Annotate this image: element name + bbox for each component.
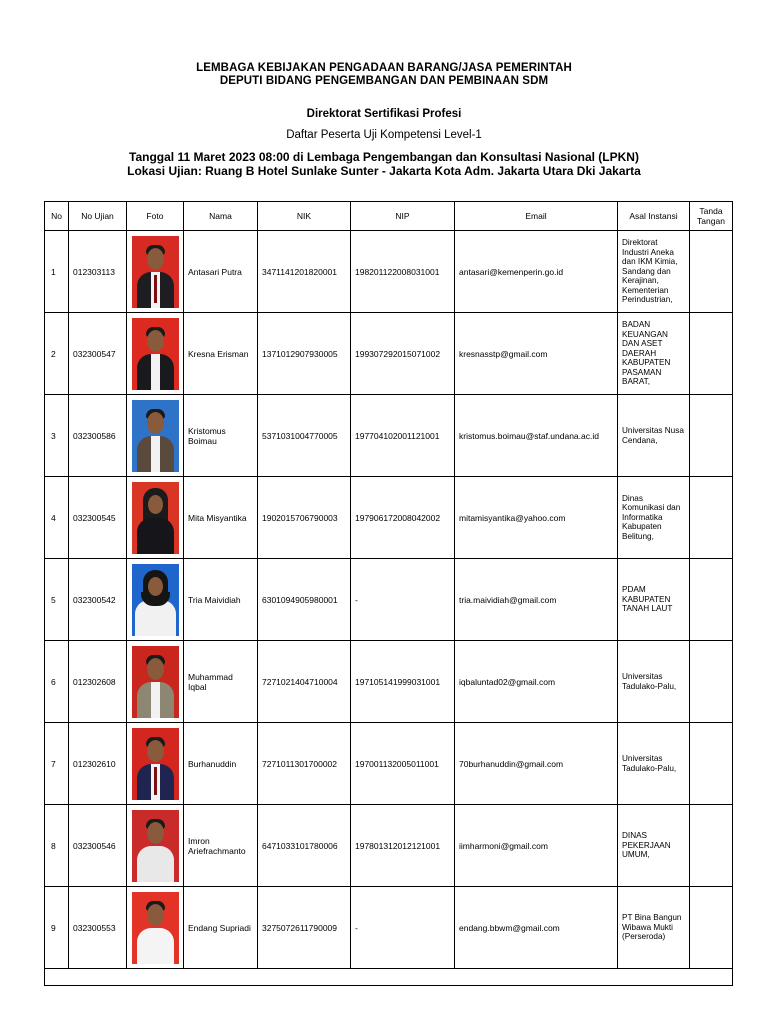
- cell-asal-instansi: DINAS PEKERJAAN UMUM,: [618, 805, 690, 887]
- participant-photo: [132, 646, 179, 718]
- participant-photo: [132, 728, 179, 800]
- cell-foto: [127, 723, 184, 805]
- table-row: [45, 395, 733, 477]
- cell-no-ujian: 012302610: [69, 723, 127, 805]
- table-row: [45, 559, 733, 641]
- col-header-tanda-tangan: [690, 202, 733, 231]
- cell-nama: Kresna Erisman: [184, 313, 258, 395]
- cell-email: mitamisyantika@yahoo.com: [455, 477, 618, 559]
- cell-no: 5: [45, 559, 69, 641]
- table-row: [45, 477, 733, 559]
- cell-no-ujian: 032300546: [69, 805, 127, 887]
- cell-nik: 5371031004770005: [258, 395, 351, 477]
- exam-location-line: Lokasi Ujian: Ruang B Hotel Sunlake Sunter - Jakarta Kota Adm. Jakarta Utara Dki Jakarta: [127, 164, 641, 178]
- col-header-no: No: [45, 202, 69, 231]
- cell-nik: 1371012907930005: [258, 313, 351, 395]
- cell-asal-instansi: Dinas Komunikasi dan Informatika Kabupaten Belitung,: [618, 477, 690, 559]
- cell-nip: -: [351, 559, 455, 641]
- col-header-tangan: Tangan: [697, 216, 725, 226]
- cell-nik: 6301094905980001: [258, 559, 351, 641]
- cell-no-ujian: 032300553: [69, 887, 127, 969]
- table-header-row: [45, 202, 733, 231]
- cell-foto: [127, 231, 184, 313]
- cell-no: 8: [45, 805, 69, 887]
- list-title: Daftar Peserta Uji Kompetensi Level-1: [286, 129, 482, 141]
- organization-line-1: LEMBAGA KEBIJAKAN PENGADAAN BARANG/JASA PEMERINTAH: [196, 62, 572, 74]
- cell-email: kresnasstp@gmail.com: [455, 313, 618, 395]
- cell-nama: Muhammad Iqbal: [184, 641, 258, 723]
- organization-line-2: DEPUTI BIDANG PENGEMBANGAN DAN PEMBINAAN SDM: [219, 75, 549, 87]
- cell-no-ujian: 012303113: [69, 231, 127, 313]
- table-row: [45, 641, 733, 723]
- cell-nik: 6471033101780006: [258, 805, 351, 887]
- cell-no-ujian: 032300547: [69, 313, 127, 395]
- cell-asal-instansi: BADAN KEUANGAN DAN ASET DAERAH KABUPATEN PASAMAN BARAT,: [618, 313, 690, 395]
- participant-photo: [132, 564, 179, 636]
- cell-no: 1: [45, 231, 69, 313]
- cell-nip: 197704102001121001: [351, 395, 455, 477]
- cell-nip: 197906172008042002: [351, 477, 455, 559]
- col-header-nip: NIP: [351, 202, 455, 231]
- cell-tanda-tangan: [690, 477, 733, 559]
- cell-no: 4: [45, 477, 69, 559]
- table-body: [45, 231, 733, 986]
- cell-email: kristomus.boimau@staf.undana.ac.id: [455, 395, 618, 477]
- col-header-email: Email: [455, 202, 618, 231]
- cell-nama: Endang Supriadi: [184, 887, 258, 969]
- exam-date-line: Tanggal 11 Maret 2023 08:00 di Lembaga Pengembangan dan Konsultasi Nasional (LPKN): [129, 150, 639, 164]
- cell-tanda-tangan: [690, 641, 733, 723]
- cell-tanda-tangan: [690, 887, 733, 969]
- table-row: [45, 805, 733, 887]
- cell-email: antasari@kemenperin.go.id: [455, 231, 618, 313]
- cell-nama: Tria Maividiah: [184, 559, 258, 641]
- participant-photo: [132, 318, 179, 390]
- cell-nip: 197001132005011001: [351, 723, 455, 805]
- exam-info: [0, 150, 768, 178]
- col-header-foto: Foto: [127, 202, 184, 231]
- cell-nip: 198201122008031001: [351, 231, 455, 313]
- cell-no-ujian: 032300542: [69, 559, 127, 641]
- cell-tanda-tangan: [690, 231, 733, 313]
- col-header-nik: NIK: [258, 202, 351, 231]
- cell-asal-instansi: Universitas Tadulako-Palu,: [618, 723, 690, 805]
- participant-photo: [132, 810, 179, 882]
- cell-no-ujian: 012302608: [69, 641, 127, 723]
- cell-asal-instansi: Universitas Nusa Cendana,: [618, 395, 690, 477]
- table-row: [45, 723, 733, 805]
- cell-nip: 199307292015071002: [351, 313, 455, 395]
- cell-nama: Imron Ariefrachmanto: [184, 805, 258, 887]
- cell-nik: 7271021404710004: [258, 641, 351, 723]
- cell-nama: Kristomus Boimau: [184, 395, 258, 477]
- table-row: [45, 313, 733, 395]
- cell-asal-instansi: Direktorat Industri Aneka dan IKM Kimia, Sandang dan Kerajinan, Kementerian Perindustrian,: [618, 231, 690, 313]
- cell-tanda-tangan: [690, 395, 733, 477]
- cell-foto: [127, 805, 184, 887]
- cell-nik: 7271011301700002: [258, 723, 351, 805]
- col-header-asal-instansi: Asal Instansi: [618, 202, 690, 231]
- cell-tanda-tangan: [690, 559, 733, 641]
- cell-no-ujian: 032300586: [69, 395, 127, 477]
- directorate-title: Direktorat Sertifikasi Profesi: [306, 108, 462, 120]
- table-row: [45, 231, 733, 313]
- cell-foto: [127, 559, 184, 641]
- cell-no: 6: [45, 641, 69, 723]
- cell-no: 9: [45, 887, 69, 969]
- participant-photo: [132, 892, 179, 964]
- cell-foto: [127, 887, 184, 969]
- col-header-tanda: Tanda: [699, 206, 723, 216]
- cell-foto: [127, 477, 184, 559]
- participant-table: [44, 201, 733, 986]
- cell-no: 2: [45, 313, 69, 395]
- cell-asal-instansi: PT Bina Bangun Wibawa Mukti (Perseroda): [618, 887, 690, 969]
- participant-photo: [132, 400, 179, 472]
- cell-tanda-tangan: [690, 313, 733, 395]
- cell-nip: -: [351, 887, 455, 969]
- cell-nip: 197105141999031001: [351, 641, 455, 723]
- cell-email: tria.maividiah@gmail.com: [455, 559, 618, 641]
- cell-asal-instansi: PDAM KABUPATEN TANAH LAUT: [618, 559, 690, 641]
- participant-photo: [132, 482, 179, 554]
- cell-foto: [127, 313, 184, 395]
- cell-nik: 3275072611790009: [258, 887, 351, 969]
- empty-cell: [45, 969, 733, 986]
- cell-email: 70burhanuddin@gmail.com: [455, 723, 618, 805]
- cell-nama: Antasari Putra: [184, 231, 258, 313]
- table-row-empty: [45, 969, 733, 986]
- table-row: [45, 887, 733, 969]
- cell-email: iqbaluntad02@gmail.com: [455, 641, 618, 723]
- cell-nama: Mita Misyantika: [184, 477, 258, 559]
- cell-no-ujian: 032300545: [69, 477, 127, 559]
- cell-nip: 197801312012121001: [351, 805, 455, 887]
- cell-tanda-tangan: [690, 805, 733, 887]
- col-header-nama: Nama: [184, 202, 258, 231]
- cell-no: 7: [45, 723, 69, 805]
- cell-email: endang.bbwm@gmail.com: [455, 887, 618, 969]
- cell-nama: Burhanuddin: [184, 723, 258, 805]
- cell-foto: [127, 395, 184, 477]
- organization-heading: [0, 62, 768, 88]
- cell-email: iimharmoni@gmail.com: [455, 805, 618, 887]
- cell-foto: [127, 641, 184, 723]
- cell-no: 3: [45, 395, 69, 477]
- col-header-no-ujian: No Ujian: [69, 202, 127, 231]
- cell-nik: 1902015706790003: [258, 477, 351, 559]
- cell-nik: 3471141201820001: [258, 231, 351, 313]
- cell-asal-instansi: Universitas Tadulako-Palu,: [618, 641, 690, 723]
- participant-photo: [132, 236, 179, 308]
- cell-tanda-tangan: [690, 723, 733, 805]
